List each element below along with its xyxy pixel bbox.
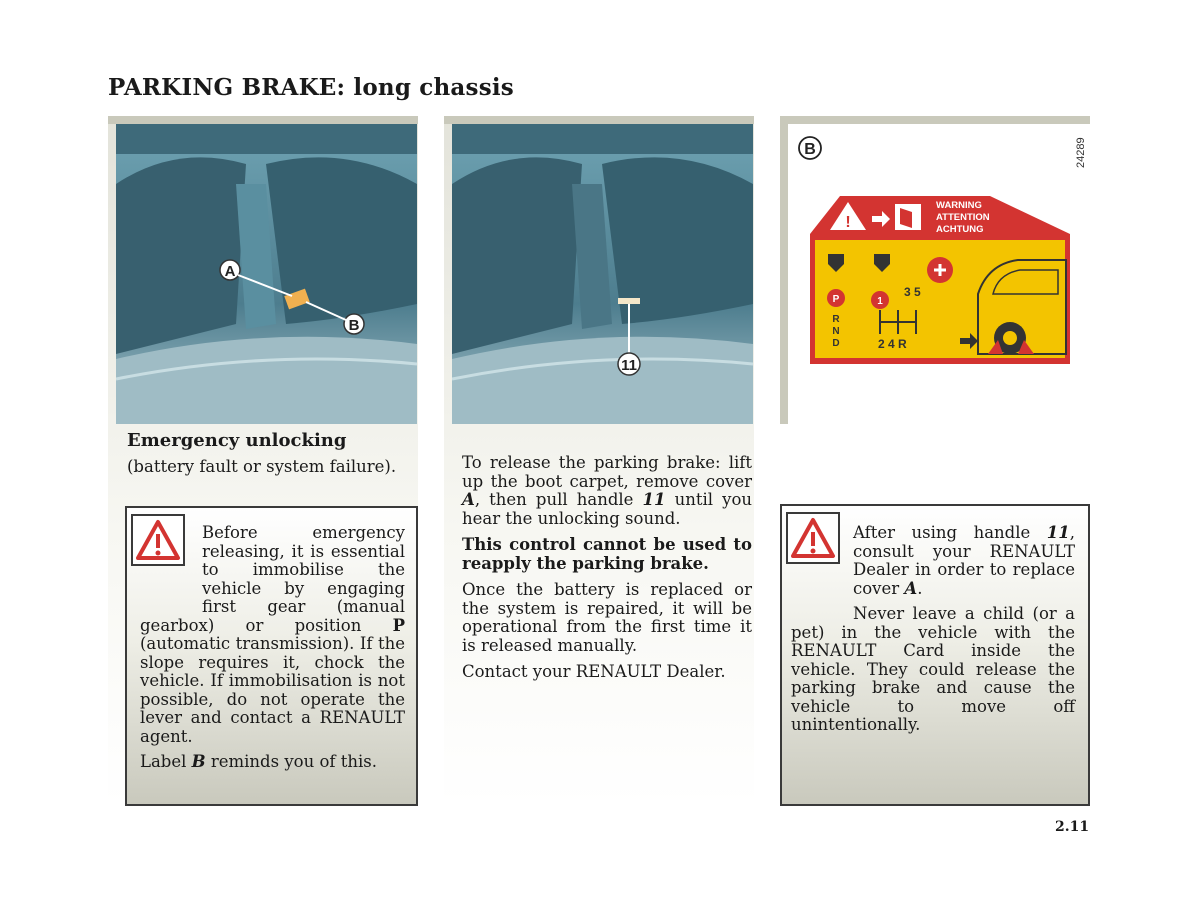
release-step-text: To release the parking brake: lift up the boot carpet, remove cover A, then pull handle 11 until you hear the unlocking sound.	[462, 453, 753, 528]
callout-a-label: A	[224, 263, 236, 280]
callout-b-label: B	[348, 317, 360, 334]
svg-text:1: 1	[877, 296, 883, 307]
svg-text:N: N	[832, 326, 840, 337]
label-b-panel	[788, 124, 1088, 424]
release-instructions	[462, 454, 752, 690]
label-code: 24289	[1075, 137, 1087, 168]
emergency-heading: Emergency unlocking	[127, 430, 347, 451]
after-use-warning-box	[780, 504, 1090, 806]
emergency-warning-text: Before emergency releasing, it is essential to immobilise the vehicle by engaging first gear (manual gearbox) or position P (automatic transmission). If the slope requires it, chock the vehicle. If immobilisation is not possible, do not operate the lever and contact a RENAULT agent.	[140, 523, 405, 746]
child-warning-text: Never leave a child (or a pet) in the vehicle with the RENAULT Card inside the vehicle. They could release the parking brake and cause the vehicle to move off unintentionally.	[791, 604, 1075, 734]
release-contact-text: Contact your RENAULT Dealer.	[462, 662, 726, 681]
label-b-letter: B	[804, 141, 816, 158]
sticker-warning-icon: !	[845, 214, 851, 231]
column-3-side-bar	[780, 116, 788, 424]
page-title: PARKING BRAKE: long chassis	[108, 74, 514, 101]
svg-text:3 5: 3 5	[904, 285, 921, 299]
svg-text:P: P	[832, 294, 840, 305]
after-use-text: After using handle 11, consult your RENAULT Dealer in order to replace cover A.	[853, 523, 1075, 598]
svg-text:2 4 R: 2 4 R	[878, 337, 907, 351]
sticker-line-2: ATTENTION	[936, 212, 990, 223]
boot-photo-handle-11	[452, 124, 753, 424]
emergency-subheading: (battery fault or system failure).	[127, 457, 397, 476]
svg-text:D: D	[832, 338, 840, 349]
callout-11-label: 11	[621, 357, 637, 374]
release-note-bold: This control cannot be used to reapply the parking brake.	[462, 535, 752, 573]
svg-text:R: R	[832, 314, 840, 325]
sticker-line-1: WARNING	[936, 200, 982, 211]
column-1-bar	[108, 116, 418, 124]
emergency-warning-box	[125, 506, 418, 806]
page-number: 2.11	[1055, 819, 1090, 835]
label-b-reminder: Label B reminds you of this.	[140, 752, 377, 771]
sticker-line-3: ACHTUNG	[936, 224, 984, 235]
boot-photo-cover-a	[116, 124, 417, 424]
release-operational-text: Once the battery is replaced or the system is repaired, it will be operational from the first time it is released manually.	[462, 580, 752, 655]
column-2-bar	[444, 116, 754, 124]
column-3-bar	[780, 116, 1090, 124]
